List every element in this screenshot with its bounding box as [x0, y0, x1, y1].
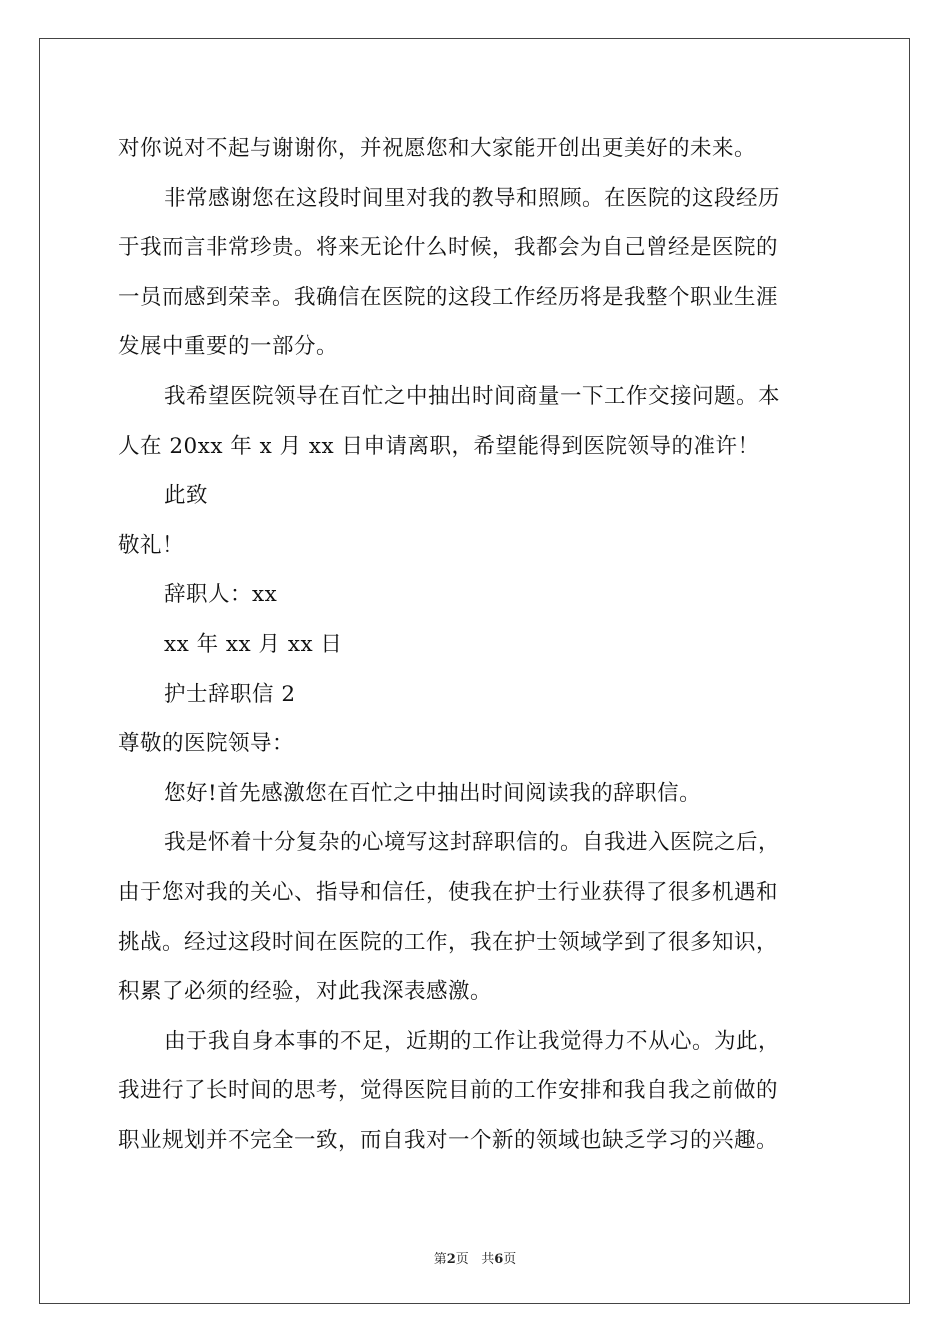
text-line: 我进行了长时间的思考，觉得医院目前的工作安排和我自我之前做的	[118, 1078, 779, 1104]
page-suffix: 页	[455, 1252, 469, 1267]
page-total: 6	[494, 1252, 504, 1267]
document-body	[118, 124, 834, 1165]
signature-name: 辞职人：xx	[164, 582, 278, 608]
text-line: 我希望医院领导在百忙之中抽出时间商量一下工作交接问题。本	[164, 383, 781, 409]
page-footer	[0, 1248, 950, 1267]
page-current: 2	[446, 1252, 456, 1267]
section-title: 护士辞职信 2	[164, 681, 296, 707]
text-line: 于我而言非常珍贵。将来无论什么时候，我都会为自己曾经是医院的	[118, 235, 779, 261]
text-line: 一员而感到荣幸。我确信在医院的这段工作经历将是我整个职业生涯	[118, 284, 779, 310]
text-line: 人在 20xx 年 x 月 xx 日申请离职，希望能得到医院领导的准许！	[118, 433, 760, 459]
closing-salutation: 此致	[164, 483, 209, 509]
page-prefix: 第	[433, 1252, 447, 1267]
total-suffix: 页	[503, 1252, 517, 1267]
text-line: 您好!首先感激您在百忙之中抽出时间阅读我的辞职信。	[164, 780, 702, 806]
text-line: 发展中重要的一部分。	[118, 334, 339, 360]
text-line: 对你说对不起与谢谢你，并祝愿您和大家能开创出更美好的未来。	[118, 136, 757, 161]
total-prefix: 共	[481, 1252, 495, 1267]
text-line: 积累了必须的经验，对此我深表感激。	[118, 979, 493, 1005]
text-line: 我是怀着十分复杂的心境写这封辞职信的。自我进入医院之后，	[164, 830, 781, 856]
text-line: 职业规划并不完全一致，而自我对一个新的领域也缺乏学习的兴趣。	[118, 1127, 779, 1153]
text-line: 挑战。经过这段时间在医院的工作，我在护士领域学到了很多知识，	[118, 929, 779, 955]
signature-date: xx 年 xx 月 xx 日	[164, 631, 343, 657]
text-line: 由于我自身本事的不足，近期的工作让我觉得力不从心。为此，	[164, 1028, 781, 1054]
text-line: 非常感谢您在这段时间里对我的教导和照顾。在医院的这段经历	[164, 185, 781, 211]
text-line: 由于您对我的关心、指导和信任，使我在护士行业获得了很多机遇和	[118, 879, 779, 905]
letter-greeting: 尊敬的医院领导：	[118, 731, 295, 757]
closing-regards: 敬礼！	[118, 532, 185, 558]
